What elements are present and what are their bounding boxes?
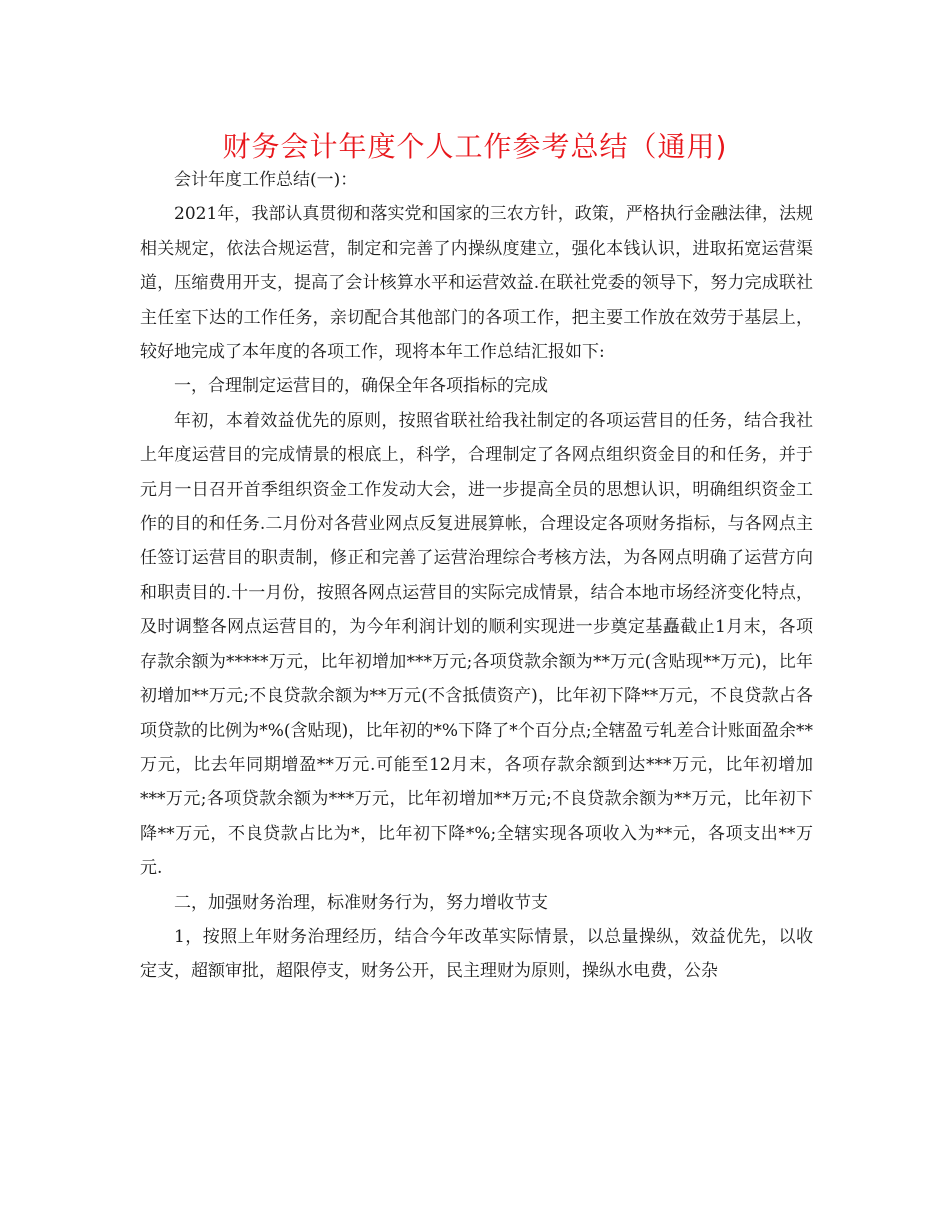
section-heading-one: 一，合理制定运营目的，确保全年各项指标的完成 <box>174 376 548 397</box>
document-title: 财务会计年度个人工作参考总结（通用) <box>222 130 728 163</box>
intro-paragraph: 2021年，我部认真贯彻和落实党和国家的三农方针，政策，严格执行金融法律，法规相关规定，依法合规运营，制定和完善了内操纵度建立，强化本钱认识，进取拓宽运营渠道，压缩费用开支，提高了会计核算水平和运营效益.在联社党委的领导下，努力完成联社主任室下达的工作任务，亲切配合其他部门的各项工作，把主要工作放在效劳于基层上，较好地完成了本年度的各项工作，现将本年工作总结汇报如下: <box>140 204 813 363</box>
document-body <box>140 163 813 989</box>
section-heading-two: 二，加强财务治理，标准财务行为，努力增收节支 <box>174 892 548 913</box>
body-paragraph-targets: 年初，本着效益优先的原则，按照省联社给我社制定的各项运营目的任务，结合我社上年度运营目的完成情景的根底上，科学，合理制定了各网点组织资金目的和任务，并于元月一日召开首季组织资金工作发动大会，进一步提高全员的思想认识，明确组织资金工作的目的和任务.二月份对各营业网点反复进展算帐，合理设定各项财务指标，与各网点主任签订运营目的职责制，修正和完善了运营治理综合考核方法，为各网点明确了运营方向和职责目的.十一月份，按照各网点运营目的实际完成情景，结合本地市场经济变化特点，及时调整各网点运营目的，为今年利润计划的顺利实现进一步奠定基矗截止1月末，各项存款余额为*****万元，比年初增加***万元;各项贷款余额为**万元(含贴现**万元)，比年初增加**万元;不良贷款余额为**万元(不含抵债资产)，比年初下降**万元，不良贷款占各项贷款的比例为*%(含贴现)，比年初的*%下降了*个百分点;全辖盈亏轧差合计账面盈余**万元，比去年同期增盈**万元.可能至12月末，各项存款余额到达***万元，比年初增加***万元;各项贷款余额为***万元，比年初增加**万元;不良贷款余额为**万元，比年初下降**万元，不良贷款占比为*，比年初下降*%;全辖实现各项收入为**元，各项支出**万元. <box>140 410 813 879</box>
body-paragraph-finance: 1，按照上年财务治理经历，结合今年改革实际情景，以总量操纵，效益优先，以收定支，超额审批，超限停支，财务公开，民主理财为原则，操纵水电费，公杂 <box>140 926 813 982</box>
section-heading-summary-one: 会计年度工作总结(一)： <box>174 170 358 190</box>
